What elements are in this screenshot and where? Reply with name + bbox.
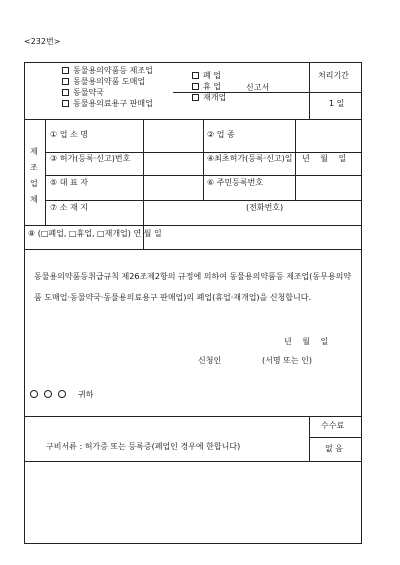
action-option-1[interactable]: 폐 업 — [192, 70, 221, 81]
first-license-date-value: 년 월 일 — [302, 154, 351, 163]
field-representative: ⑤ 대 표 자 — [50, 178, 88, 187]
type-option-3[interactable]: 동물약국 — [62, 87, 104, 98]
checkbox-icon — [192, 94, 199, 101]
blank-circle-icon — [58, 390, 66, 398]
type-option-1[interactable]: 동물용의약품등 제조업 — [62, 65, 153, 76]
fee-label: 수수료 — [321, 421, 345, 430]
checkbox-icon — [192, 72, 199, 79]
applicant-label: 신청인 — [198, 356, 222, 365]
field-address: ⑦ 소 재 지 — [50, 203, 88, 212]
blank-circle-icon — [30, 390, 38, 398]
recipient-line: 귀하 — [30, 389, 93, 400]
checkbox-icon — [62, 78, 69, 85]
period-label: 처리기간 — [318, 71, 349, 80]
field-business-type: ② 업 종 — [207, 130, 235, 139]
checkbox-icon — [192, 83, 199, 90]
checkbox-icon — [62, 100, 69, 107]
blank-circle-icon — [44, 390, 52, 398]
field-business-name: ① 업 소 명 — [50, 130, 88, 139]
type-option-2[interactable]: 동물용의약품 도매업 — [62, 76, 145, 87]
field-license-number: ③ 허가(등록·신고)번호 — [50, 154, 131, 163]
checkbox-icon — [62, 67, 69, 74]
period-value: 1 일 — [329, 99, 345, 108]
action-option-2[interactable]: 휴 업 — [192, 81, 221, 92]
field-closure-date: ⑧ (□폐업, □휴업, □재개업) 연 월 일 — [28, 229, 162, 238]
request-date: 년 월 일 — [284, 337, 333, 346]
field-resident-number: ⑥ 주민등록번호 — [207, 178, 264, 187]
request-paragraph: 동물용의약품등취급규칙 제26조제2항의 규정에 의하여 동물용의약품등 제조업(동무용의약품 도매업·동물약국·동물용의료용구 판매업)의 폐업(휴업·재개업)을 신청합니다. — [34, 272, 352, 302]
checkbox-icon — [62, 89, 69, 96]
signature-label: (서명 또는 인) — [262, 356, 312, 365]
side-label-1: 제 — [30, 147, 38, 156]
required-documents: 구비서류 : 허가증 또는 등록증(폐업인 경우에 한합니다) — [46, 442, 241, 451]
report-label: 신고서 — [246, 83, 270, 92]
side-label-3: 업 — [30, 179, 38, 188]
field-first-license-date: ④최초허가(등록·신고)일 — [207, 154, 293, 163]
side-label-2: 조 — [30, 163, 38, 172]
side-label-4: 체 — [30, 195, 38, 204]
address-phone: (전화번호) — [246, 203, 284, 212]
type-option-4[interactable]: 동물용의료용구 판매업 — [62, 98, 153, 109]
form-number: <232번> — [24, 37, 61, 46]
action-option-3[interactable]: 재개업 — [192, 92, 226, 103]
fee-value: 없 음 — [325, 444, 343, 453]
